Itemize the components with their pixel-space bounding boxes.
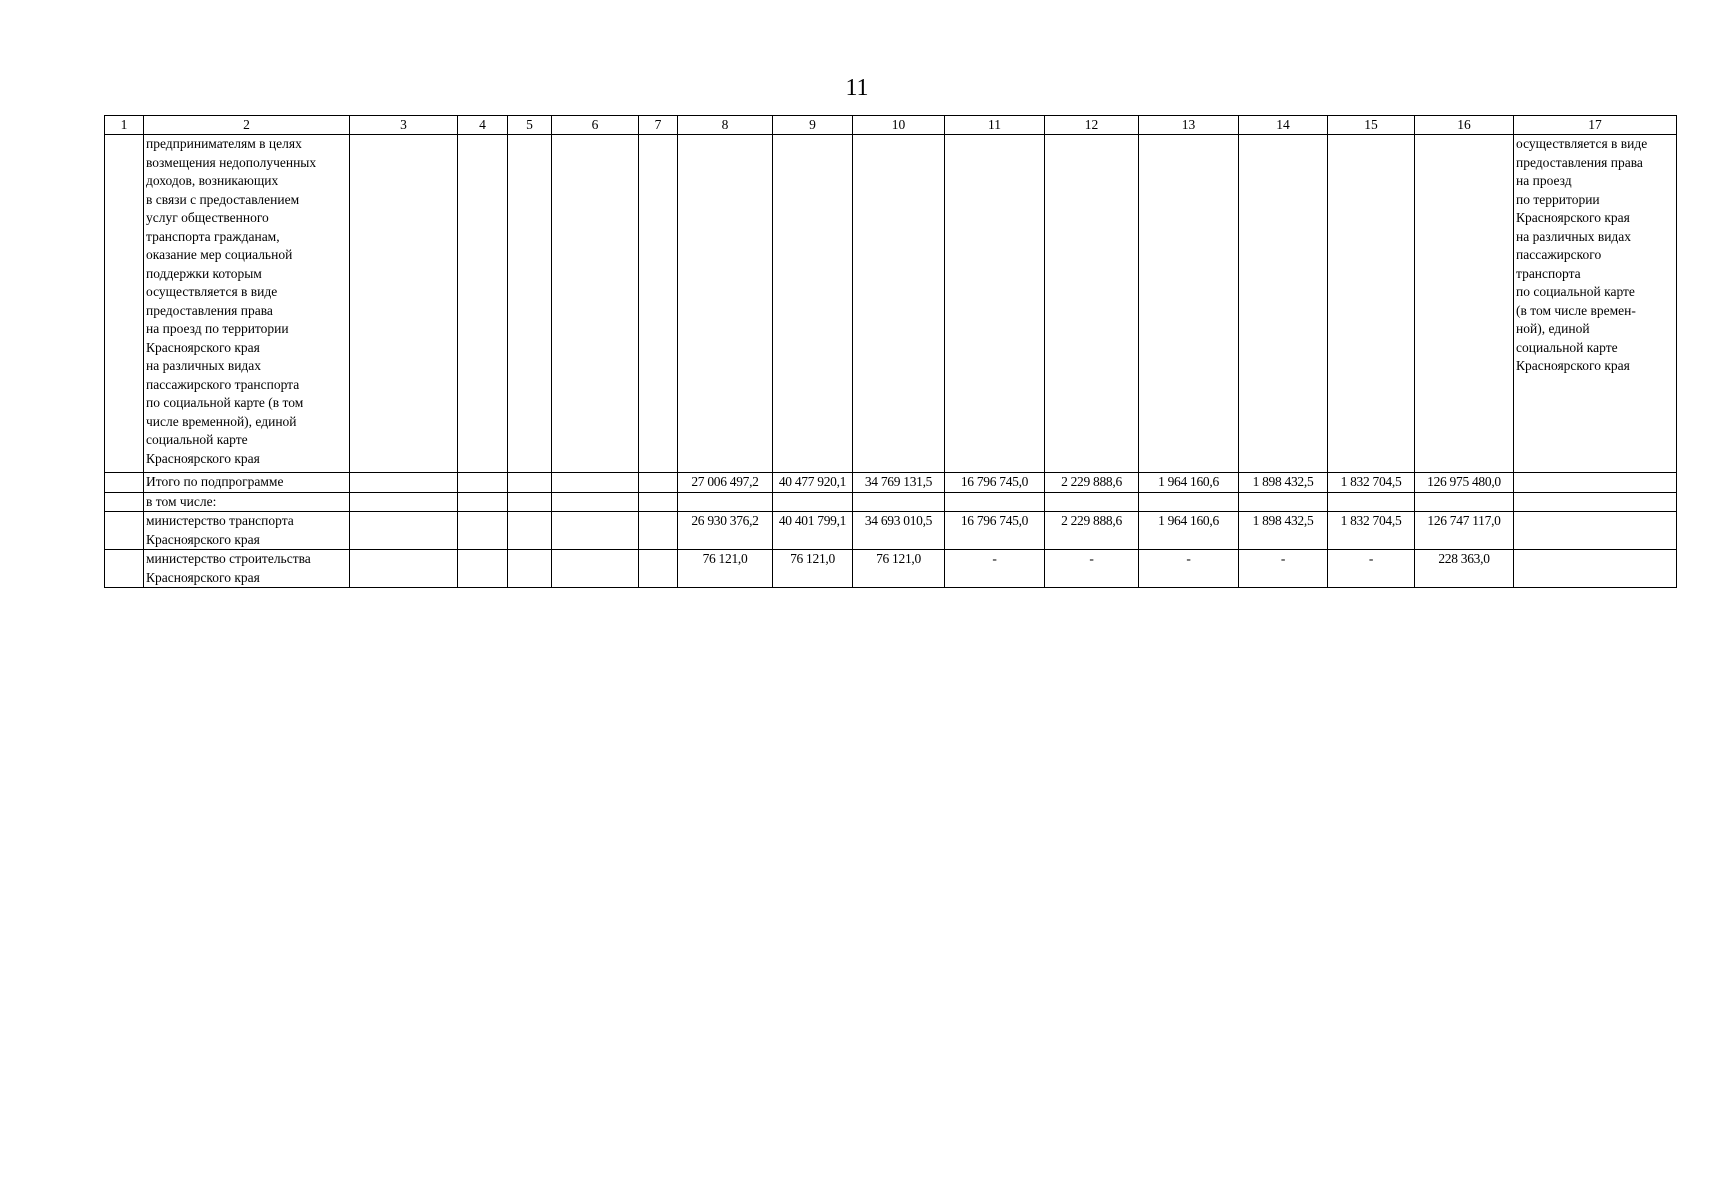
row-name: предпринимателям в целях возмещения недополученных доходов, возникающих в связи с предоставлением услуг общественного транспорта гражданам, оказание мер социальной поддержки которым осуществляется в виде предоставления права на проезд по территории Красноярского края на различных видах пассажирского транспорта по социальной карте (в том числе временной), единой социальной карте Красноярского края [144, 135, 350, 473]
table-cell: 2 229 888,6 [1045, 512, 1139, 550]
table-cell: 40 477 920,1 [773, 473, 853, 493]
table-row [105, 550, 1677, 588]
table-cell: 2 229 888,6 [1045, 473, 1139, 493]
table-cell: 228 363,0 [1415, 550, 1514, 588]
page-number: 11 [845, 75, 869, 101]
column-number: 1 [105, 116, 144, 135]
table-cell: 40 401 799,1 [773, 512, 853, 550]
table-cell: 27 006 497,2 [678, 473, 773, 493]
table-cell: 126 975 480,0 [1415, 473, 1514, 493]
table-cell: 1 964 160,6 [1139, 512, 1239, 550]
table-cell: - [1045, 550, 1139, 588]
column-number: 14 [1239, 116, 1328, 135]
column-number: 16 [1415, 116, 1514, 135]
row-name: в том числе: [144, 492, 350, 512]
table-cell: 1 964 160,6 [1139, 473, 1239, 493]
column-number: 2 [144, 116, 350, 135]
row-name: Итого по подпрограмме [144, 473, 350, 493]
table-cell: 34 693 010,5 [853, 512, 945, 550]
column-number: 11 [945, 116, 1045, 135]
column-number: 7 [639, 116, 678, 135]
table-row [105, 492, 1677, 512]
table-row [105, 135, 1677, 473]
column-number: 4 [458, 116, 508, 135]
table-cell: 76 121,0 [678, 550, 773, 588]
budget-table [104, 115, 1677, 588]
column-number: 15 [1328, 116, 1415, 135]
table-cell: - [1139, 550, 1239, 588]
table-cell: 126 747 117,0 [1415, 512, 1514, 550]
column-number: 10 [853, 116, 945, 135]
table-cell: 76 121,0 [853, 550, 945, 588]
table-cell: 1 832 704,5 [1328, 473, 1415, 493]
table-cell: 76 121,0 [773, 550, 853, 588]
table-cell: 16 796 745,0 [945, 473, 1045, 493]
table-cell: 16 796 745,0 [945, 512, 1045, 550]
column-number: 13 [1139, 116, 1239, 135]
column-number: 5 [508, 116, 552, 135]
table-cell: 1 898 432,5 [1239, 512, 1328, 550]
column-number: 3 [350, 116, 458, 135]
table-cell: - [1328, 550, 1415, 588]
table-cell: 34 769 131,5 [853, 473, 945, 493]
table-row-total [105, 473, 1677, 493]
column-number-row [105, 116, 1677, 135]
row-name: министерство строительства Красноярского края [144, 550, 350, 588]
table-cell: 1 832 704,5 [1328, 512, 1415, 550]
column-number: 9 [773, 116, 853, 135]
row-name: министерство транспорта Красноярского края [144, 512, 350, 550]
column-number: 8 [678, 116, 773, 135]
table-cell: - [1239, 550, 1328, 588]
column-number: 12 [1045, 116, 1139, 135]
table-cell: - [945, 550, 1045, 588]
row-note: осуществляется в виде предоставления права на проезд по территории Красноярского края на различных видах пассажирского транспорта по социальной карте (в том числе времен- ной), единой социальной карте Красноярского края [1514, 135, 1677, 473]
column-number: 17 [1514, 116, 1677, 135]
table-cell: 1 898 432,5 [1239, 473, 1328, 493]
column-number: 6 [552, 116, 639, 135]
table-cell: 26 930 376,2 [678, 512, 773, 550]
table-row [105, 512, 1677, 550]
